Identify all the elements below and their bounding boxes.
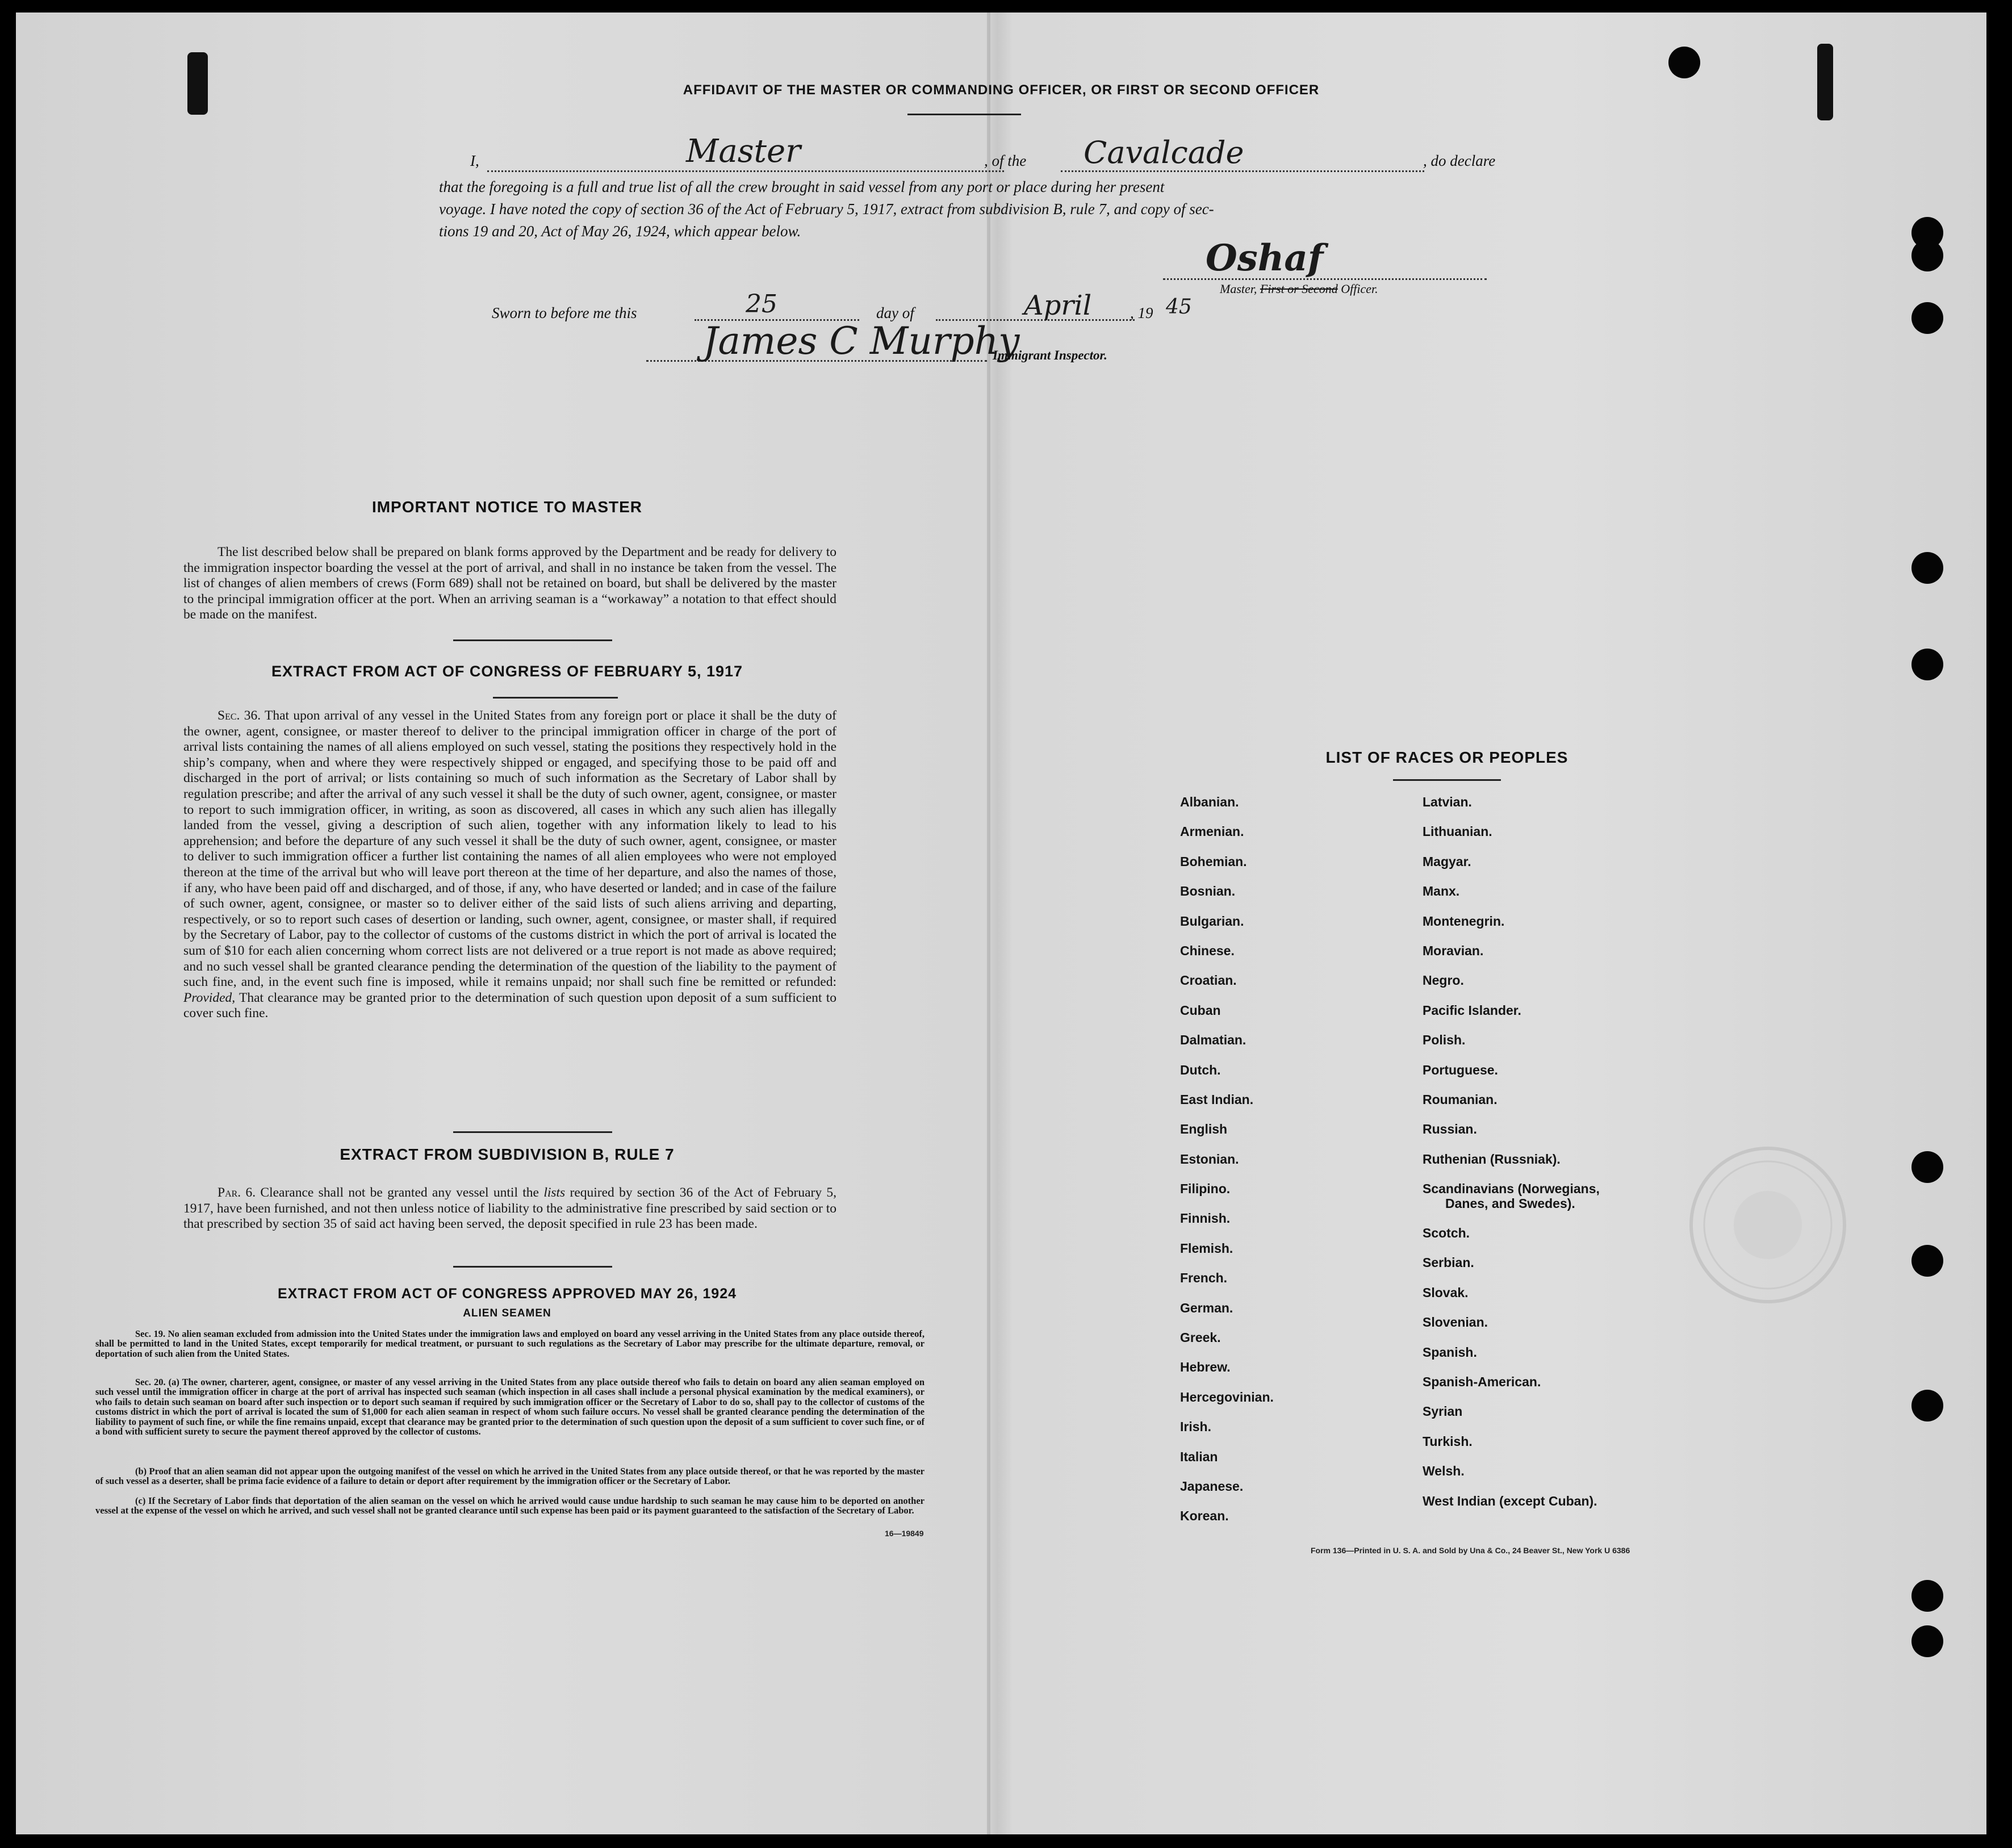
race-item: Manx. bbox=[1423, 884, 1460, 899]
section-36-body: That upon arrival of any vessel in the United States from any foreign port or place it shall be the duty of the owner, agent, consignee, or master thereof to deliver to the principal immigration officer in charge of the port of arrival lists containing the names of all aliens employed on such vessel, stating the positions they respectively hold in the ship’s company, when and where they were respectively shipped or engaged, and specifying those to be paid off and discharged in the port of arrival; or lists containing so much of such information as the Secretary of Labor shall by regulation prescribe; and after the arrival of any such vessel it shall be the duty of such owner, agent, consignee, or master to report to such immigration officer, in writing, as soon as discovered, all cases in which any such alien has illegally landed from the vessel, giving a description of such alien, together with any information likely to lead to his apprehension; and before the departure of any such vessel it shall be the duty of such owner, agent, consignee, or master to deliver to such immigration officer a further list containing the names of all alien employees who were not employed thereon at the time of the arrival but who will leave port thereon at the time of her departure, and also the names of those, if any, who have been paid off and discharged, and of those, if any, who have deserted or landed; and in case of the failure of such owner, agent, consignee, or master so to deliver either of the said lists of such aliens arriving and departing, respectively, or so to report such cases of desertion or landing, such owner, agent, consignee, or master shall, if required by the Secretary of Labor, pay to the collector of customs of the customs district in which the port of arrival is located the sum of $10 for each alien concerning whom correct lists are not delivered or a true report is not made as above required; and no such vessel shall be granted clearance pending the determination of the question of the liability to the payment of such fine, and, in the event such fine is imposed, while it remains unpaid; nor shall such fine be remitted or refunded: bbox=[183, 708, 837, 990]
master-signature: Oshaf bbox=[1206, 237, 1324, 279]
master-name-field bbox=[487, 170, 1004, 172]
punch-hole bbox=[1911, 302, 1943, 334]
provided-label: Provided, bbox=[183, 990, 236, 1005]
notice-text: The list described below shall be prepared on blank forms approved by the Department and be ready for delivery to the immigration inspector boarding the vessel at the port of arrival, and shall in no instance be taken from the vessel. The list of changes of alien members of crews (Form 689) shall not be retained on board, but shall be delivered by the master to the principal immigration officer at the port. When an arriving seaman is a “workaway” a notation to that effect should be made on the manifest. bbox=[183, 545, 836, 622]
race-item: Serbian. bbox=[1423, 1255, 1474, 1270]
race-item: Scotch. bbox=[1423, 1226, 1470, 1241]
section-20c-text: (c) If the Secretary of Labor finds that deportation of the alien seaman on the vessel on which he arrived would cause undue hardship to such seaman he may cause him to be deported on another vessel at the expense of the vessel on which he arrived, and such vessel shall not be granted clearance until such expense has been paid or its payment guaranteed to the satisfaction of the Secretary of Labor. bbox=[95, 1495, 925, 1516]
race-item: Spanish. bbox=[1423, 1344, 1477, 1360]
divider bbox=[453, 639, 612, 641]
race-item: Lithuanian. bbox=[1423, 824, 1492, 839]
caption-struck: First or Second bbox=[1260, 282, 1338, 296]
section-19-text: Sec. 19. No alien seaman excluded from admission into the United States under the immigration laws and employed on board any vessel arriving in the United States from any place outside thereof, shall be permitted to land in the United States, except temporarily for medical treatment, or pursuant to such regulations as the Secretary of Labor may prescribe for the ultimate departure, removal, or deportation of such alien from the United States. bbox=[95, 1328, 925, 1359]
print-code: 16—19849 bbox=[885, 1529, 924, 1538]
inspector-signature: James C Murphy bbox=[703, 319, 1020, 363]
race-item: Latvian. bbox=[1423, 795, 1472, 809]
affidavit-body-line1: that the foregoing is a full and true list of all the crew brought in said vessel from any port or place during her present bbox=[439, 178, 1165, 195]
race-item: Dalmatian. bbox=[1180, 1032, 1246, 1048]
race-item: Roumanian. bbox=[1423, 1092, 1498, 1107]
vessel-name-field bbox=[1061, 170, 1424, 172]
race-item: Cuban bbox=[1180, 1002, 1221, 1018]
center-fold bbox=[987, 12, 990, 1834]
section-20b-text: (b) Proof that an alien seaman did not appear upon the outgoing manifest of the vessel on which he arrived in the United States from any place outside thereof, or that he was reported by the master of such vessel as a deserter, shall be prima facie evidence of a failure to detain or deport after requirement by the immigration officer or the Secretary of Labor. bbox=[95, 1466, 925, 1487]
race-item: English bbox=[1180, 1122, 1228, 1137]
section-36-text bbox=[183, 708, 836, 1022]
race-item: Albanian. bbox=[1180, 795, 1239, 809]
rule-7-heading: EXTRACT FROM SUBDIVISION B, RULE 7 bbox=[340, 1145, 675, 1163]
race-item: Turkish. bbox=[1423, 1433, 1473, 1449]
race-item: Pacific Islander. bbox=[1423, 1002, 1521, 1018]
race-item: Armenian. bbox=[1180, 824, 1244, 839]
section-20a-text: Sec. 20. (a) The owner, charterer, agent, consignee, or master of any vessel arriving in the United States from any place outside thereof who fails to detain on board any alien seaman employed on such vessel until the immigration officer in charge at the port of arrival has inspected such seaman (which inspection in all cases shall include a personal physical examination by the medical examiners), or who fails to detain such seaman on board after such inspection or to deport such seaman if required by such immigration officer or the Secretary of Labor to do so, shall pay to the collector of customs of the customs district in which the port of arrival is located the sum of $1,000 for each alien seaman in respect of whom such failure occurs. No vessel shall be granted clearance pending the determination of the liability to payment of such fine, or while the fine remains unpaid, except that clearance may be granted prior to the determination of such question upon the deposit of a sum sufficient to cover such fine, or of a bond with sufficient surety to secure the payment thereof approved by the collector of customs. bbox=[95, 1377, 925, 1437]
race-item: Spanish-American. bbox=[1423, 1374, 1541, 1390]
races-left-column bbox=[1180, 795, 1274, 1538]
race-item: Bohemian. bbox=[1180, 854, 1247, 869]
race-item: Syrian bbox=[1423, 1404, 1463, 1419]
race-item: Negro. bbox=[1423, 973, 1464, 988]
race-item: Bosnian. bbox=[1180, 884, 1236, 899]
race-item: Finnish. bbox=[1180, 1211, 1231, 1226]
race-item: Greek. bbox=[1180, 1330, 1221, 1345]
race-item: East Indian. bbox=[1180, 1092, 1254, 1107]
punch-hole bbox=[1911, 1390, 1943, 1421]
embossed-seal bbox=[1685, 1143, 1850, 1307]
race-item: Flemish. bbox=[1180, 1240, 1233, 1256]
race-item: Filipino. bbox=[1180, 1181, 1231, 1197]
extract-1917-heading: EXTRACT FROM ACT OF CONGRESS OF FEBRUARY 5, 1917 bbox=[271, 663, 743, 680]
year-handwritten: 45 bbox=[1166, 295, 1192, 319]
caption-master: Master, bbox=[1220, 282, 1257, 296]
race-item: Bulgarian. bbox=[1180, 913, 1244, 929]
month-handwritten: April bbox=[1024, 290, 1092, 321]
race-item: Ruthenian (Russniak). bbox=[1423, 1151, 1561, 1167]
affidavit-heading: AFFIDAVIT OF THE MASTER OR COMMANDING OFFICER, OR FIRST OR SECOND OFFICER bbox=[683, 82, 1320, 98]
declare-label: , do declare bbox=[1423, 152, 1496, 169]
document-page bbox=[16, 12, 1986, 1834]
race-item: Croatian. bbox=[1180, 973, 1237, 988]
sworn-label: Sworn to before me this bbox=[492, 304, 637, 321]
race-item: Italian bbox=[1180, 1449, 1218, 1464]
divider bbox=[453, 1131, 612, 1133]
race-item: Slovak. bbox=[1423, 1285, 1469, 1300]
race-item: French. bbox=[1180, 1270, 1228, 1286]
rule-7-text-a: Clearance shall not be granted any vessel until the bbox=[260, 1185, 539, 1200]
notice-heading: IMPORTANT NOTICE TO MASTER bbox=[371, 498, 643, 516]
year-prefix: , 19 bbox=[1130, 304, 1153, 321]
vessel-name-handwritten: Cavalcade bbox=[1084, 135, 1244, 170]
race-item: Irish. bbox=[1180, 1419, 1211, 1435]
section-36-end: That clearance may be granted prior to the determination of such question upon deposit of a sum sufficient to cover such fine. bbox=[183, 990, 836, 1021]
of-the-label: , of the bbox=[984, 152, 1027, 169]
day-of-label: day of bbox=[876, 304, 914, 321]
race-item: West Indian (except Cuban). bbox=[1423, 1493, 1597, 1508]
caption-officer: Officer. bbox=[1341, 282, 1378, 296]
race-item: Korean. bbox=[1180, 1508, 1229, 1524]
divider bbox=[1393, 779, 1501, 781]
rule-7-text-b: required by section 36 of the Act of February 5, 1917, have been furnished, and not then unless notice of liability to the administrative fine prescribed by said section or to that prescribed by section 35 of said act having been served, the deposit specified in rule 23 has been made. bbox=[183, 1185, 837, 1232]
punch-hole bbox=[1668, 47, 1700, 78]
race-item: Japanese. bbox=[1180, 1478, 1244, 1494]
race-item: Hebrew. bbox=[1180, 1360, 1231, 1375]
master-name-handwritten: Master bbox=[686, 133, 801, 170]
race-item: Moravian. bbox=[1423, 943, 1484, 958]
affidavit-body-line3: tions 19 and 20, Act of May 26, 1924, which appear below. bbox=[439, 223, 801, 240]
rule-7-text bbox=[183, 1185, 836, 1232]
race-item: Hercegovinian. bbox=[1180, 1389, 1274, 1404]
form-footer: Form 136—Printed in U. S. A. and Sold by Una & Co., 24 Beaver St., New York U 6386 bbox=[1311, 1546, 1630, 1555]
race-item: Magyar. bbox=[1423, 854, 1471, 869]
race-item: Chinese. bbox=[1180, 943, 1235, 958]
race-item: Polish. bbox=[1423, 1032, 1466, 1048]
punch-hole bbox=[1911, 1151, 1943, 1183]
punch-hole bbox=[1911, 240, 1943, 271]
inspector-label: Immigrant Inspector. bbox=[993, 348, 1107, 362]
race-item: Dutch. bbox=[1180, 1062, 1221, 1077]
punch-hole bbox=[1911, 649, 1943, 680]
extract-1924-heading: EXTRACT FROM ACT OF CONGRESS APPROVED MAY 26, 1924 bbox=[277, 1286, 737, 1302]
race-item: Slovenian. bbox=[1423, 1315, 1488, 1330]
race-item: German. bbox=[1180, 1300, 1233, 1315]
divider bbox=[453, 1266, 612, 1268]
races-right-column bbox=[1423, 795, 1600, 1523]
punch-hole bbox=[1911, 1580, 1943, 1612]
race-item: Estonian. bbox=[1180, 1151, 1239, 1167]
punch-hole bbox=[1911, 552, 1943, 584]
alien-seamen-subheading: ALIEN SEAMEN bbox=[463, 1307, 551, 1319]
par-6-label: Par. 6. bbox=[217, 1185, 256, 1200]
signature-caption bbox=[1220, 278, 1378, 300]
races-heading: LIST OF RACES OR PEOPLES bbox=[1325, 749, 1568, 766]
lists-word: lists bbox=[543, 1185, 566, 1200]
race-item: Danes, and Swedes). bbox=[1445, 1196, 1575, 1211]
race-item: Welsh. bbox=[1423, 1464, 1465, 1479]
affidavit-i-label: I, bbox=[470, 152, 479, 169]
punch-hole bbox=[1911, 1245, 1943, 1277]
day-handwritten: 25 bbox=[746, 290, 777, 319]
divider bbox=[493, 697, 618, 699]
affidavit-body-line2: voyage. I have noted the copy of section 36 of the Act of February 5, 1917, extract from subdivision B, rule 7, and copy of sec- bbox=[439, 200, 1214, 218]
race-item: Russian. bbox=[1423, 1122, 1477, 1137]
divider bbox=[907, 114, 1021, 115]
race-item: Scandinavians (Norwegians, bbox=[1423, 1181, 1600, 1197]
punch-hole bbox=[1911, 1625, 1943, 1657]
section-36-label: Sec. 36. bbox=[217, 708, 261, 723]
race-item: Portuguese. bbox=[1423, 1062, 1498, 1077]
race-item: Montenegrin. bbox=[1423, 913, 1505, 929]
